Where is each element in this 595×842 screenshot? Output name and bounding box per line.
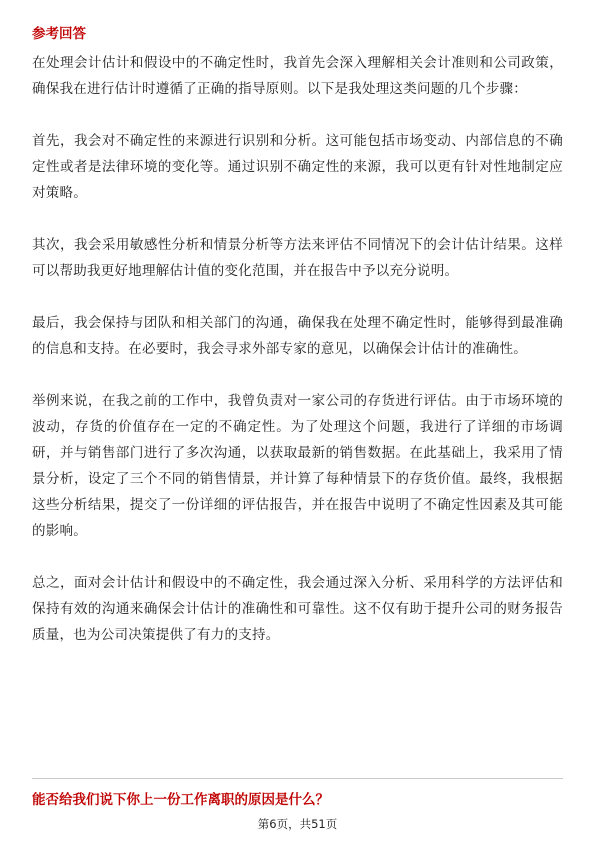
paragraph-first: 首先，我会对不确定性的来源进行识别和分析。这可能包括市场变动、内部信息的不确定性或者是法律环境的变化等。通过识别不确定性的来源，我可以更有针对性地制定应对策略。 — [32, 133, 563, 201]
paragraph-example: 举例来说，在我之前的工作中，我曾负责对一家公司的存货进行评估。由于市场环境的波动，存货的价值存在一定的不确定性。为了处理这个问题，我进行了详细的市场调研，并与销售部门进行了多次沟通，以获取最新的销售数据。在此基础上，我采用了情景分析，设定了三个不同的销售情景，并计算了每种情景下的存货价值。最终，我根据这些分析结果，提交了一份详细的评估报告，并在报告中说明了不确定性因素及其可能的影响。 — [32, 393, 563, 539]
paragraph-second: 其次，我会采用敏感性分析和情景分析等方法来评估不同情况下的会计估计结果。这样可以帮助我更好地理解估计值的变化范围，并在报告中予以充分说明。 — [32, 237, 563, 279]
answer-body — [32, 50, 563, 648]
section-divider — [32, 778, 563, 779]
paragraph-intro: 在处理会计估计和假设中的不确定性时，我首先会深入理解相关会计准则和公司政策，确保我在进行估计时遵循了正确的指导原则。以下是我处理这类问题的几个步骤： — [32, 55, 563, 97]
next-question: 能否给我们说下你上一份工作离职的原因是什么？ — [32, 792, 329, 808]
paragraph-last: 最后，我会保持与团队和相关部门的沟通，确保我在处理不确定性时，能够得到最准确的信息和支持。在必要时，我会寻求外部专家的意见，以确保会计估计的准确性。 — [32, 315, 563, 357]
page-number: 第6页，共51页 — [257, 817, 338, 831]
answer-heading: 参考回答 — [32, 26, 86, 42]
paragraph-summary: 总之，面对会计估计和假设中的不确定性，我会通过深入分析、采用科学的方法评估和保持有效的沟通来确保会计估计的准确性和可靠性。这不仅有助于提升公司的财务报告质量，也为公司决策提供了有力的支持。 — [32, 575, 563, 643]
